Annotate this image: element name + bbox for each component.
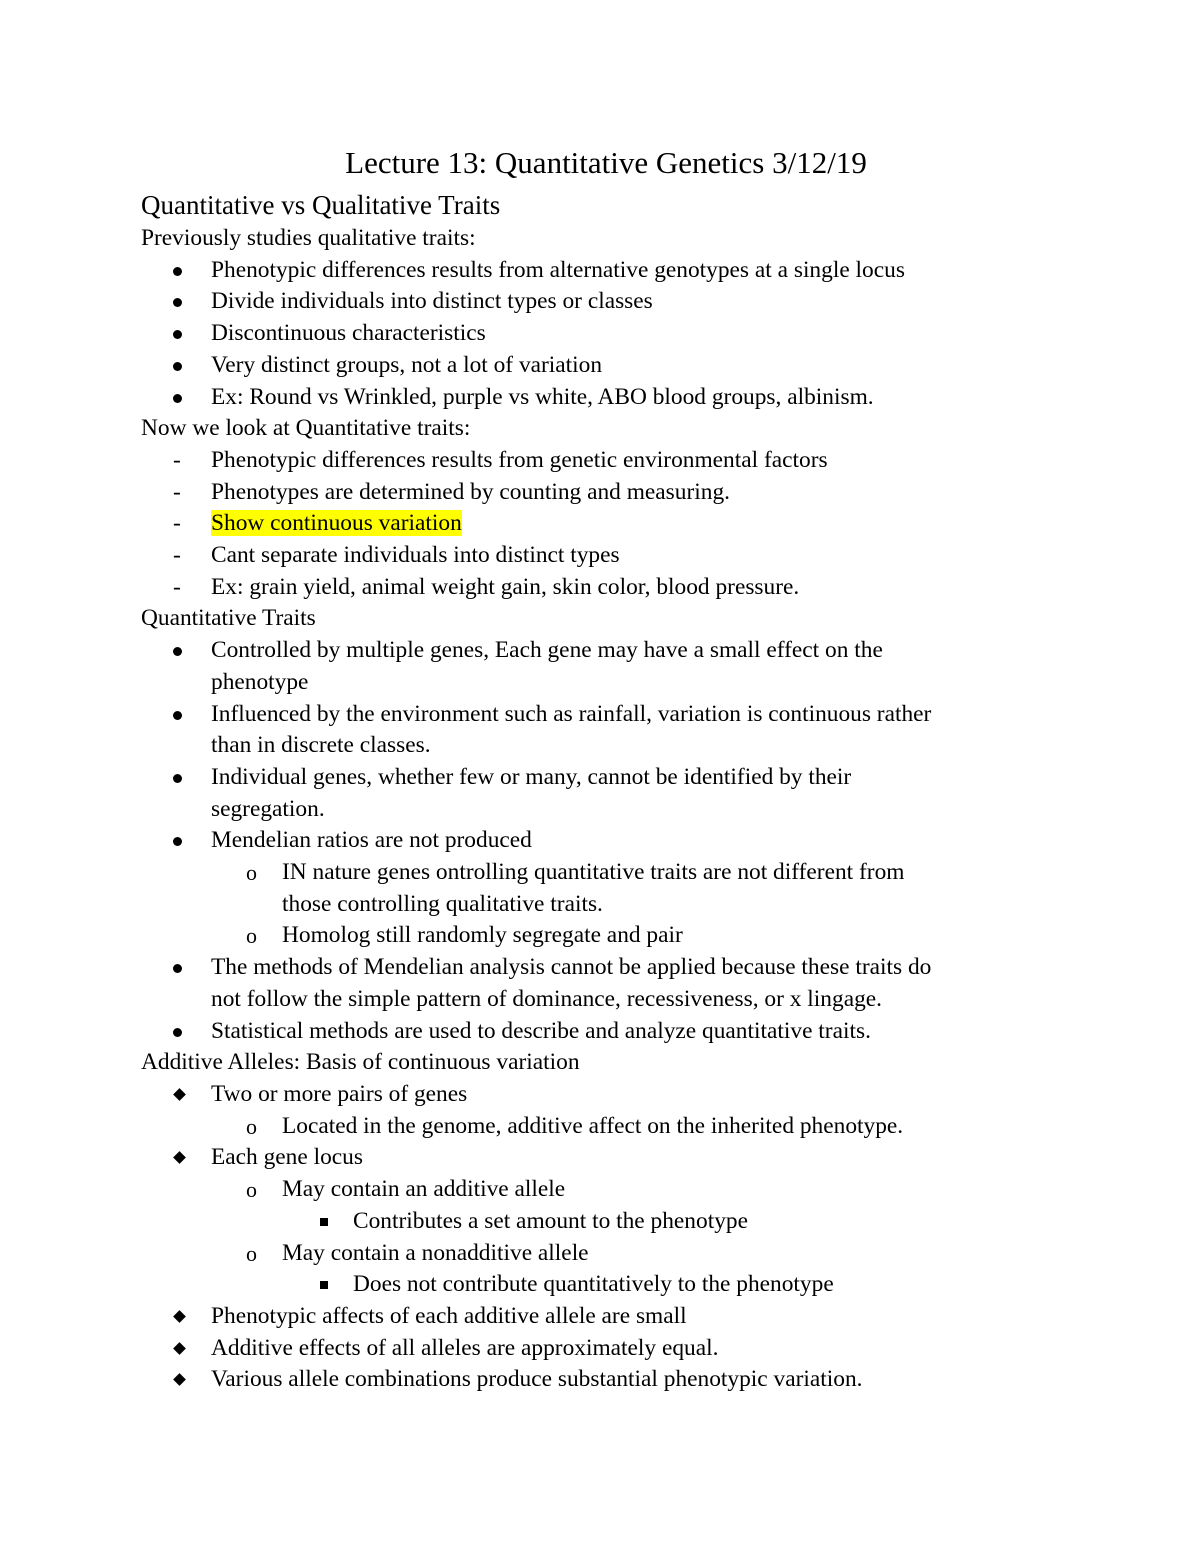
- list-item: Influenced by the environment such as rainfall, variation is continuous rather: [211, 700, 932, 727]
- circle-marker: o: [246, 1177, 257, 1203]
- list-item: Mendelian ratios are not produced: [211, 827, 532, 854]
- list-item: o Homolog still randomly segregate and pair: [141, 920, 1071, 952]
- additive-sublist: [141, 1111, 1071, 1143]
- dash-marker: -: [173, 446, 181, 473]
- list-item-continuation: segregation.: [211, 795, 325, 822]
- additive-list: [141, 1301, 1071, 1396]
- list-item: Each gene locus: [211, 1144, 363, 1171]
- list-item: Two or more pairs of genes: [211, 1080, 468, 1107]
- list-item-continuation: than in discrete classes.: [211, 732, 431, 759]
- document-title: Lecture 13: Quantitative Genetics 3/12/19: [345, 145, 867, 180]
- qualitative-intro: Previously studies qualitative traits:: [141, 225, 476, 251]
- list-item: Individual genes, whether few or many, cannot be identified by their: [211, 763, 852, 790]
- additive-sublist: [141, 1238, 1071, 1270]
- dash-marker: -: [173, 542, 181, 569]
- circle-marker: o: [246, 860, 257, 886]
- list-item: Additive effects of all alleles are approximately equal.: [211, 1334, 719, 1361]
- list-item: [141, 508, 1071, 540]
- list-item: Phenotypic differences results from alternative genotypes at a single locus: [211, 256, 905, 283]
- list-item: - Phenotypes are determined by counting and measuring.: [141, 477, 1071, 509]
- list-item: Discontinuous characteristics: [211, 320, 486, 347]
- additive-subsublist: [141, 1206, 1071, 1238]
- list-item: Does not contribute quantitatively to the phenotype: [353, 1271, 834, 1298]
- document-body: [141, 140, 1071, 1396]
- list-item: o Located in the genome, additive affect on the inherited phenotype.: [141, 1111, 1071, 1143]
- section-heading: Quantitative vs Qualitative Traits: [141, 190, 501, 220]
- list-item-continuation: not follow the simple pattern of dominance, recessiveness, or x lingage.: [211, 985, 882, 1012]
- list-item-continuation: those controlling qualitative traits.: [282, 890, 603, 917]
- dash-marker: -: [173, 573, 181, 600]
- dash-marker: -: [173, 478, 181, 505]
- qualitative-list: [141, 255, 1071, 414]
- list-item: Various allele combinations produce substantial phenotypic variation.: [211, 1366, 863, 1393]
- list-item: Statistical methods are used to describe and analyze quantitative traits.: [211, 1017, 871, 1044]
- list-item: - Cant separate individuals into distinct types: [141, 540, 1071, 572]
- quantitative-traits-list-cont: [141, 952, 1071, 1047]
- list-item-continuation: phenotype: [211, 668, 309, 695]
- list-item: o IN nature genes ontrolling quantitative traits are not different from: [141, 857, 1071, 889]
- circle-marker: o: [246, 1240, 257, 1266]
- mendelian-sublist: [141, 857, 1071, 952]
- additive-alleles-heading: Additive Alleles: Basis of continuous variation: [141, 1049, 580, 1076]
- list-item: Controlled by multiple genes, Each gene may have a small effect on the: [211, 637, 883, 664]
- list-item: Divide individuals into distinct types or classes: [211, 288, 653, 315]
- list-item: Very distinct groups, not a lot of variation: [211, 351, 603, 378]
- additive-list: [141, 1079, 1071, 1111]
- quantitative-intro: Now we look at Quantitative traits:: [141, 415, 471, 442]
- list-item: Contributes a set amount to the phenotype: [353, 1207, 748, 1234]
- list-item: o May contain an additive allele: [141, 1174, 1071, 1206]
- circle-marker: o: [246, 923, 257, 949]
- circle-marker: o: [246, 1113, 257, 1139]
- dash-marker: -: [173, 510, 181, 537]
- quantitative-traits-list: [141, 635, 1071, 857]
- highlighted-text: Show continuous variation: [211, 510, 462, 537]
- additive-subsublist: [141, 1269, 1071, 1301]
- list-item: o May contain a nonadditive allele: [141, 1238, 1071, 1270]
- additive-sublist: [141, 1174, 1071, 1206]
- list-item: Ex: Round vs Wrinkled, purple vs white, ABO blood groups, albinism.: [211, 383, 874, 410]
- list-item: - Ex: grain yield, animal weight gain, skin color, blood pressure.: [141, 572, 1071, 604]
- list-item: Phenotypic affects of each additive allele are small: [211, 1302, 687, 1329]
- list-item: - Phenotypic differences results from genetic environmental factors: [141, 445, 1071, 477]
- list-item: The methods of Mendelian analysis cannot be applied because these traits do: [211, 954, 932, 981]
- quantitative-list: [141, 445, 1071, 604]
- additive-list: [141, 1142, 1071, 1174]
- quantitative-traits-heading: Quantitative Traits: [141, 605, 316, 632]
